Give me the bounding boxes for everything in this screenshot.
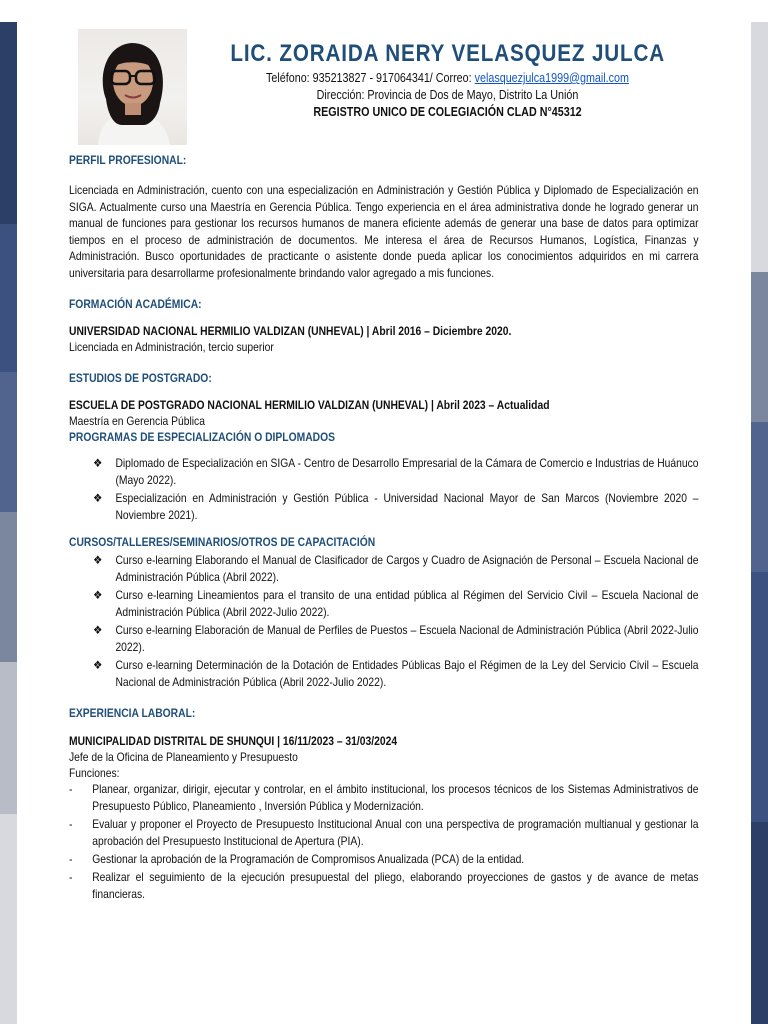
resume-body bbox=[69, 152, 699, 904]
diamond-bullet-icon: ❖ bbox=[93, 490, 103, 505]
dash-bullet: - bbox=[69, 869, 73, 884]
list-item: - Planear, organizar, dirigir, ejecutar y controlar, en el ámbito institucional, los procesos técnicos de los Sistemas Administrativos de Presupuesto Público, Planeamiento , Inversión Pública y Modernización. bbox=[69, 781, 699, 813]
list-item: ❖ Curso e-learning Lineamientos para el transito de una entidad pública al Régimen del Servicio Civil – Escuela Nacional de Administración Pública (Abril 2022-Julio 2022). bbox=[93, 587, 699, 619]
list-item: ❖ Diplomado de Especialización en SIGA - Centro de Desarrollo Empresarial de la Cámara de Comercio e Industrias de Huánuco (Mayo 2022). bbox=[93, 455, 699, 487]
profile-paragraph: Licenciada en Administración, cuento con una especialización en Administración y Gestión Pública y Diplomado de Especialización en SIGA. Actualmente curso una Maestría en Gerencia Pública. Tengo experiencia en el área administrativa donde he logrado generar un manual de funciones para gestionar los recursos humanos de manera eficiente además de generar una base de datos para optimizar tiempos en el proceso de administración de documentos. Me interesa el área de Recursos Humanos, Logística, Finanzas y Administración. Busco oportunidades de practicante o asistente donde pueda aplicar los conocimientos adquiridos en mi carrera universitaria para desarrollarme profesionalmente brindando valor agregado a mis funciones. bbox=[69, 183, 699, 280]
list-item: ❖ Curso e-learning Elaborando el Manual de Clasificador de Cargos y Cuadro de Asignación de Personal – Escuela Nacional de Administración Pública (Abril 2022). bbox=[93, 552, 699, 584]
education-institution: UNIVERSIDAD NACIONAL HERMILIO VALDIZAN (UNHEVAL) | Abril 2016 – Diciembre 2020. bbox=[69, 323, 512, 338]
diamond-bullet-icon: ❖ bbox=[93, 552, 103, 567]
bar-segment bbox=[751, 572, 768, 822]
resume-header bbox=[195, 40, 700, 121]
functions-label: Funciones: bbox=[69, 765, 120, 780]
candidate-name: LIC. ZORAIDA NERY VELASQUEZ JULCA bbox=[230, 40, 666, 67]
contact-line bbox=[230, 70, 664, 87]
courses-section-title: CURSOS/TALLERES/SEMINARIOS/OTROS DE CAPACITACIÓN bbox=[69, 534, 376, 549]
address-line: Dirección: Provincia de Dos de Mayo, Distrito La Unión bbox=[316, 88, 579, 102]
bar-segment bbox=[751, 22, 768, 272]
resume-body-inner bbox=[69, 152, 699, 903]
registration-line: REGISTRO UNICO DE COLEGIACIÓN CLAD N°45312 bbox=[313, 105, 582, 119]
left-decorative-bar bbox=[0, 22, 17, 1024]
bar-segment bbox=[0, 662, 17, 814]
postgrad-institution: ESCUELA DE POSTGRADO NACIONAL HERMILIO VALDIZAN (UNHEVAL) | Abril 2023 – Actualidad bbox=[69, 397, 550, 412]
courses-list bbox=[69, 552, 699, 691]
postgrad-section-title: ESTUDIOS DE POSTGRADO: bbox=[69, 370, 212, 385]
list-item: ❖ Curso e-learning Elaboración de Manual de Perfiles de Puestos – Escuela Nacional de Administración Pública (Abril 2022-Julio 2022). bbox=[93, 622, 699, 654]
diplomas-section-title: PROGRAMAS DE ESPECIALIZACIÓN O DIPLOMADOS bbox=[69, 429, 336, 444]
dash-bullet: - bbox=[69, 781, 73, 796]
bar-segment bbox=[0, 372, 17, 512]
list-item: - Realizar el seguimiento de la ejecución presupuestal del pliego, elaborando proyecciones de gastos y de avance de metas financieras. bbox=[69, 869, 699, 901]
bar-segment bbox=[0, 512, 17, 662]
bar-segment bbox=[751, 422, 768, 572]
experience-employer: MUNICIPALIDAD DISTRITAL DE SHUNQUI | 16/11/2023 – 31/03/2024 bbox=[69, 733, 398, 748]
experience-role: Jefe de la Oficina de Planeamiento y Presupuesto bbox=[69, 749, 298, 764]
profile-section-title: PERFIL PROFESIONAL: bbox=[69, 153, 187, 167]
diamond-bullet-icon: ❖ bbox=[93, 587, 103, 602]
phone-text: Teléfono: 935213827 - 917064341/ Correo: bbox=[266, 71, 475, 85]
profile-photo bbox=[78, 29, 187, 145]
email-link[interactable]: velasquezjulca1999@gmail.com bbox=[474, 71, 629, 85]
bar-segment bbox=[751, 272, 768, 422]
right-decorative-bar bbox=[751, 22, 768, 1024]
postgrad-program: Maestría en Gerencia Pública bbox=[69, 413, 205, 428]
diamond-bullet-icon: ❖ bbox=[93, 622, 103, 637]
education-section-title: FORMACIÓN ACADÉMICA: bbox=[69, 296, 202, 311]
diamond-bullet-icon: ❖ bbox=[93, 657, 103, 672]
bar-segment bbox=[0, 224, 17, 372]
bar-segment bbox=[0, 814, 17, 1024]
bar-segment bbox=[751, 822, 768, 1024]
experience-section-title: EXPERIENCIA LABORAL: bbox=[69, 705, 196, 720]
functions-list bbox=[69, 781, 699, 903]
list-item: ❖ Curso e-learning Determinación de la Dotación de Entidades Públicas Bajo el Régimen de la Ley del Servicio Civil – Escuela Nacional de Administración Pública (Abril 2022-Julio 2022). bbox=[93, 657, 699, 689]
dash-bullet: - bbox=[69, 851, 73, 866]
diamond-bullet-icon: ❖ bbox=[93, 455, 103, 470]
bar-segment bbox=[0, 22, 17, 224]
diplomas-list bbox=[69, 455, 699, 524]
list-item: - Gestionar la aprobación de la Programación de Compromisos Anualizada (PCA) de la entidad. bbox=[69, 851, 525, 866]
list-item: - Evaluar y proponer el Proyecto de Presupuesto Institucional Anual con una perspectiva de programación multianual y gestionar la aprobación del Presupuesto Institucional de Apertura (PIA). bbox=[69, 816, 699, 848]
education-degree: Licenciada en Administración, tercio superior bbox=[69, 339, 274, 354]
dash-bullet: - bbox=[69, 816, 73, 831]
list-item: ❖ Especialización en Administración y Gestión Pública - Universidad Nacional Mayor de San Marcos (Noviembre 2020 – Noviembre 2021). bbox=[93, 490, 699, 522]
